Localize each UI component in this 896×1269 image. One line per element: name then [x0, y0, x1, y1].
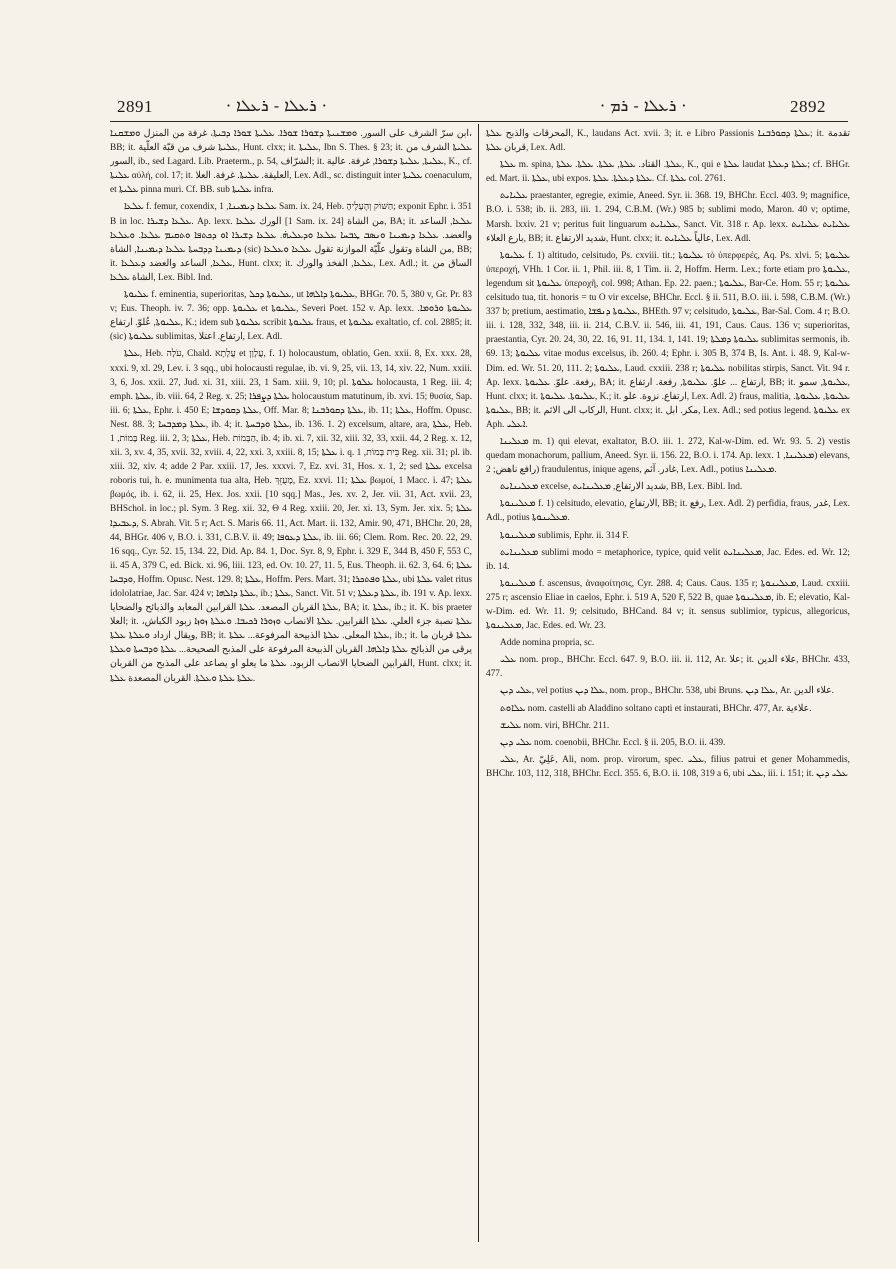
- column-divider: [478, 124, 479, 1242]
- dictionary-entry: ܥܠܝ ܕܝܢ, vel potius ܥܠܐ ܕܝܢ, nom. prop., BHChr. 538, ubi Bruns. ܥܠܐ ܕܝܢ, Ar. علاء الدين.: [500, 686, 834, 697]
- dictionary-entry: Adde nomina propria, sc.: [500, 638, 595, 649]
- dictionary-entry: ܡܥܠܝܢܘܬܐ sublimis, Ephr. ii. 314 F.: [500, 530, 629, 541]
- dictionary-entry: ܡܥܠܝܢܐܝܬ sublimi modo = metaphorice, typice, quid velit ܡܥܠܝܢܐܝܬ, Jac. Edes. ed. Wr. 12; ib. 14.: [486, 547, 850, 572]
- dictionary-entry: ܡܥܠܝܢܘܬܐ f. 1) celsitudo, elevatio, الارتفاع, BB; it. رفع, Lex. Adl. 2) perfidia, fraus, غدر, Lex. Adl., potius ܡܥܠܝܢܘܬܐ.: [486, 499, 850, 524]
- running-head-left: · ܪܥܠܐ - ܪܥܠܐ ·: [226, 96, 327, 115]
- dictionary-entry: ܡܥܠܝܢܐܝܬ excelse, شديد الارتفاع, ܡܥܠܝܢܐܝܬ, BB, Lex. Bibl. Ind.: [500, 482, 743, 493]
- running-head-right: · ܪܥܠܐ - ܪܡ ·: [600, 96, 687, 115]
- right-column: [486, 127, 850, 1242]
- dictionary-entry: ܡܥܠܝܢܘܬܐ f. ascensus, ἀναφοίτησις, Cyr. 288. 4; Caus. Caus. 135 r; ܡܥܠܝܢܘܬܐ, Laud. cxxiii. 275 r; ascensio Eliae in caelos, Ephr. i. 519 A, 520 F, 522 B, quae ܡܥܠܝܢܘܬܐ, ib. E; elevatio, Kal-w-Dim. ed. Wr. 11. 9; celsitudo, BHCand. 84 v; it. sensus sublimior, typicus, allegoricus, ܡܥܠܝܢܘܬܐ, Jac. Edes. ed. Wr. 23.: [486, 578, 850, 632]
- dictionary-entry: ܥܠܐܘܬ nom. castelli ab Aladdino soltano capti et instaurati, BHChr. 477, Ar. علاءية.: [500, 703, 812, 714]
- dictionary-entry: ܥܠܝܐܝܬ praestanter, egregie, eximie, Aneed. Syr. ii. 368. 19, BHChr. Eccl. 403. 9; magnifice, B.O. i. 538; ib. ii. 283, iii. 1. 294, C.B.M. (Wr.) 985 b; sublimi modo, Maron. 40 v; optime, Marsh. lxxiv. 21 v; peritus fuit linguarum ܥܠܝܐܝܬ, Sanct. Vit. 318 r. Ap. lexx. ܥܠܝܐܝܬ ܥܠܝܐܝܬ بارع العلاء, BB; it. شديد الارتفاع, Hunt. clxx; it. عالياً ܥܠܝܐܝܬ, Lex. Adl.: [486, 191, 850, 244]
- dictionary-entry: ܥܠܝܘܬܐ f. eminentia, superioritas, ܥܠܝܘܬܐ ܕܟܠ, ut ܥܠܝܘܬܐ ܕܐܠܗܐ, BHGr. 70. 5, 380 v, Gr. Pr. 83 v; Eus. Theoph. iv. 7. 36; opp. ܥܠܝܘܬܐ et ܥܠܝܘܬܐ, Severi Poet. 152 v. Ap. lexx. ܥܠܝܘܬܐ ܘܪܘܡܐ. ܥܠܝܘܬܐ, عُلوّ. ارتفاع, K.; idem sub ܥܠܝܘܬܐ scribit ܥܠܝܘܬܐ fraus, et ܥܠܝܘܬܐ exaltatio, cf. col. 2885; it. (sic) ܥܠܝܘܬܐ sublimitas, ارتفاع. اعتلا, Lex. Adl.: [110, 290, 472, 343]
- dictionary-entry: المحرقات والذبح ܥܠܬܐ, K., laudans Act. xvii. 3; it. e Libro Passionis ܥܠܬܐ ܕܩܘܪܒܢܐ; it. تقدمة قربان ܥܠܬܐ, Lex. Adl.: [486, 129, 850, 154]
- dictionary-entry: ܥܠܬܐ m. spina, ܥܠܬܐ. القتاد. ܥܠܬܐ, ܥܠܬܐ. ܥܠܬܐ. ܥܠܬܐ, K., qui e ܥܠܬܐ laudat ܥܠܬܐ ܕܥܠܬܐ; cf. BHGr. ed. Mart. ii. ܥܠܬܐ, ubi expos. ܥܠܬܐ ܕܥܠܬܐ. ܥܠܬܐ. Cf. ܥܠܬܐ col. 2761.: [486, 160, 850, 185]
- dictionary-entry: ܥܠܬܐ, Heb. עֹלָה, Chald. עֲלָתָא et עֲלָוָן, f. 1) holocaustum, oblatio, Gen. xxii. 8, Ex. xxx. 28, xxxi. 9, xl. 29, Lev. i. 3 sqq., ubi holocausti regulae, ib. vi. 9, 25, vii. 13, 14, xiv. 22, Num. xxiii. 3, 6, Jos. xxii. 27, Jud. xi. 31, xiii. 23, 1 Sam. xiii. 9, 10; pl. ܥܠܘܬܐ holocausta, 1 Reg. iii. 4; emph. ܥܠܬܐ, ib. viii. 64, 2 Reg. x. 25; ܥܠܬܐ ܕܨܦܪܐ holocaustum matutinum, ib. xvi. 15; θυσία, Sap. iii. 6; ܥܠܬܐ, Ephr. i. 450 E; ܥܠܬܐ ܕܩܘܕܫܐ, Off. Mar. 8; ܥܠܬܐ ܕܩܘܪܒܢܐ, ib. 11; ܥܠܬܐ, Hoffm. Opusc. Nest. 88. 3; ܥܠܬܐ ܕܡܕܒܚܐ, ib. 4; it. ܥܠܬܐ ܘܕܒܚܬܐ, ib. 136. 1. 2) excelsum, altare, ara, ܥܠܬܐ, Heb. בָּמוֹת, 1 Reg. iii. 2, 3; ܥܠܬܐ, Heb. הַבְּמוֹת, ib. 4; ib. xi. 7, xii. 32, xiii. 32, 33, xxii. 44, 2 Reg. x. 12, xii. 3, xv. 4, 35, xvii. 32, xviii. 4, 22, xxi. 3, xxiii. 8, 15; ܥܠܬܐ i. q. בֵּית בָּמוֹת, 1 Reg. xii. 31; pl. ib. xiii. 32, xiv. 4; adde 2 Par. xxiii. 17, Jes. xxxvi. 7, Ez. xvi. 31, Hos. x. 1, 2; sed ܥܠܬܐ excelsa roboris tui, h. e. munimenta tua alta, Heb. מָעֻזֵּךְ, Ez. xxvi. 11; ܥܠܬܐ βωμοί, 1 Macc. i. 47; ܥܠܬܐ βωμός, ib. i. 62, ii. 25, Hex. Jos. xxii. [10 sqq.] Mas., Jes. xv. 2, Jer. vii. 31, Act. xvii. 23, BHSchol. in loc.; pl. Sym. 3 Reg. xii. 32, Θ 4 Reg. xxiii. 20, Jer. xi. 13, Sym. Jer. xix. 5; ܥܠܬܐ ܕܥܒܝܕܐ, S. Abrah. Vit. 5 r; Act. S. Maris 66. 11, Act. Mart. ii. 132, Amir. 90, 471, BHChr. 20, 28, 44, BHGr. 406 v, B.O. i. 331, C.B.V. ii. 49; ܥܠܬܐ ܕܥܘܦܐ, ib. iii. 66; Clem. Rom. Rec. 20. 22, 29. 16 sqq., Cyr. 52. 15, 134. 22, Did. Ap. 84. 1, Doc. Syr. 8, 9, Ephr. i. 329 E, 344 B, 450 F, 553 C, ii. 45 A, 379 C, ed. Bick. xi. 96, liii. 123, ed. Ov. 10. 27, 11. 5, Eus. Theoph. ii. 62. 3, 64. 6; ܥܠܬܐ ܘܕܒܚܐ, Hoffm. Opusc. Nest. 129. 8; ܥܠܬܐ, Hoffm. Pers. Mart. 31; ܥܠܬܐ ܘܦܬܟܪܐ, ubi ܥܠܬܐ valet ritus idololatriae, Jac. Sar. 424 v; ܥܠܬܐ ܕܐܠܗܐ, ib.; ܥܠܬܐ, Sanct. Vit. 51 v; ܥܠܬܐ ܕܥܠܬܐ, ib. 191 v. Ap. lexx. ܥܠܬܐ القربان المصعد. ܥܠܬܐ القرابين المعابد والذبائح والضحايا, BA; it. ܥܠܬܐ, ib.; it. K. bis praeter العلا; it. ܥܠܬܐ نصبة جزء العلي. ܥܠܬܐ القرابين. ܥܠܬܐ الانصاب ܘܙܘܪܐ ܪܟܝܒܐ. ܘܥܠܬܐ ܙܘܙܐ زبود الكباش، ويقال ازداد ܘܥܠܬܐ ܥܠܬܐ, BB; it. ܥܠܬܐ المعلى. ܥܠܬܐ الذبيحة المرفوعة... ܥܠܬܐ, ib.; it. ܥܠܬܐ قربان ما يرقى من الذبائح ܥܠܬܐ ܕܐܠܗܐ. القربان الذبيحة المرفوعة على المذبح الصحيحة... ܥܠܬܐ ܘܕܒܚܬܐ ܘܥܠܬܐ القرابين الضحايا الانصاب الزبود. ܥܠܬܐ ما يعلو او يصاعد على المذبح من القربان, Hunt. clxx; it. ܥܠܬܐ ܥܠܬܐ ܘܥܠܬܐ. القربان المصعدة ܥܠܬܐ.: [110, 349, 472, 684]
- page-number-left: 2891: [117, 97, 153, 116]
- dictionary-entry: ابن سرّ الشرف على السور. ܘܡܫܢܝܬܐ ܕܫܘܪܐ ܫܘܪܐ. ܥܠܝܬܐ ܫܘܪܐ ܕܒܝܬܐ، غرفة من المنزل ܘܡܫܩܢܐ، BB; it. ܥܠܝܬܐ شرف من قبّة العلّية, Hunt. clxx; it. ܥܠܝܬܐ, Ibn S. Thes. § 23; it. ܥܠܝܬܐ الشرف من السور, ib., sed Lagard. Lib. Praeterm., p. 54, الشرّاف; it. ܥܠܝܬܐ, ܥܠܝܬܐ ܕܫܘܪܐ, غرفة. عالية, K., cf. ܥܠܝܬܐ αὐλή, col. 17; it. العليقة. ܥܠܝܬܐ. غرفة. العلا, Lex. Adl., sc. distinguit inter ܥܠܝܬܐ coenaculum, et ܥܠܝܬܐ pinna muri. Cf. BB. sub ܥܠܝܬܐ infra.: [110, 129, 472, 196]
- dictionary-entry: ܥܠܝ ܕܝܢ nom. coenobii, BHChr. Eccl. § ii. 205, B.O. ii. 439.: [500, 737, 726, 748]
- dictionary-entry: ܥܠܝܘܬܐ f. 1) altitudo, celsitudo, Ps. cxviii. tit.; ܥܠܝܘܬܐ τὸ ὑπερφερές, Aq. Ps. xlvi. 5; ܥܠܝܘܬܐ ὑπεροχή, VHh. 1 Cor. ii. 1, Phil. iii. 8, 1 Tim. ii. 2, Hoffm. Herm. Lex.; forte etiam pro ܥܠܝܘܬܐ, legendum sit ܥܠܝܘܬܐ ὑπεροχῆ, col. 998; Athan. Ep. 22. paen.; ܥܠܝܘܬܐ, Bar-Ce. Hom. 55 r; ܥܠܝܘܬܐ celsitudo tua, tit. honoris = tu O vir excelse, BHChr. Eccl. § ii. 511, B.O. iii. i. 598, C.B.M. (Wr.) 337 b; pretium, aestimatio, ܥܠܝܘܬܐ ܕܢܦܫܐ, BHEth. 97 v; celsitudo, ܥܠܝܘܬܐ, Bar-Sal. Com. 4 r; B.O. iii. i. 128, 332, 348, iii. ii. 214, C.B.V. ii. 546, iii. 41, 191, Caus. Caus. 136 v; superioritas, praestantia, Cyr. 20. 24, 30, 22. 16, 91. 11, 134. 1, 141. 19; ܥܠܝܘܬܐ ܕܡܠܬܐ sublimitas sermonis, ib. 69. 13; ܥܠܝܘܬܐ vitae modus excelsus, ib. 260. 4; Ephr. i. 305 B, 374 B, Is. Ant. i. 48. 9, Kal-w-Dim. ed. Wr. 51. 20, 111. 2; ܥܠܝܘܬܐ, Laud. cxxiii. 238 r; ܥܠܝܘܬܐ nobilitas stirpis, Sanct. Vit. 94 r. Ap. lexx. رفعة. علوّ. ܥܠܝܘܬܐ, BA; it. ارتفاع ... علوّ. ܥܠܝܘܬܐ, رفعة. ارتفاع, BB; it. ܥܠܝܘܬܐ, سمو, Hunt. clxx; it. ܥܠܝܘܬܐ. ܥܠܝܘܬܐ, K.; it. ارتفاع. نزوة. علو, Lex. Adl. 2) fraus, malitia, ܥܠܝܘܬܐ, ܥܠܝܘܬܐ. ܥܠܝܘܬܐ, BB; it. الركاب الى الاثم, Hunt. clxx; it. مكر. ابل, Lex. Adl.; sed potius legend. ܥܠܝܘܬܐ ex Aph. ܐܥܠܝ.: [486, 250, 850, 430]
- dictionary-entry: ܥܠܝ, Ar. عَلِيّ, Ali, nom. prop. virorum, spec. ܥܠܝ, filius patrui et gener Mohammedis, BHChr. 103, 112, 318, BHChr. Eccl. 355. 6, B.O. ii. 108, 319 a 6, ubi ܥܠܝ, iii. i. 151; it. ܥܠܝ ܕܝܢ: [486, 754, 850, 779]
- page-number-right: 2892: [790, 97, 826, 116]
- left-column: [110, 127, 472, 1242]
- page-header: [0, 0, 896, 120]
- header-rule: [110, 121, 848, 122]
- dictionary-entry: ܡܥܠܝܢܐ m. 1) qui elevat, exaltator, B.O. iii. 1. 272, Kal-w-Dim. ed. Wr. 93. 5. 2) vestis quedam monachorum, pallium, Aneed. Syr. ii. 156. 22, B.O. i. 174. Ap. lexx. ܡܥܠܝܢܐ, 1) elevans, رافع ناهض; 2) fraudulentus, inique agens, غادر. آثم, Lex. Adl., potius ܡܥܠܝܢܐ.: [486, 436, 850, 476]
- dictionary-entry: ܥܠܝܫ nom. viri, BHChr. 211.: [500, 720, 610, 731]
- dictionary-entry: ܥܠܥܐ f. femur, coxendix, ܥܠܥܐ ܕܝܡܝܢܐ, 1 Sam. ix. 24, Heb. הַשּׁוֹק וְהֶעָלֶיהָ; exponit Ephr. i. 351 B in loc. ܥܠܥܐ ܕܫܝܪܐ. Ap. lexx. الورك ܥܠܥܐ [1 Sam. ix. 24] من الشاة, BA; it. ܥܠܥܐ, الساعد والعضد. ܥܠܥܐ ܕܝܡܝܢܐ ܘܢܣܒ ܛܒܚܐ ܥܠܥܐ ܘܕܥܠܝܗ̇. ܥܠܥܐ ܕܫܝܪܐ ܐܘ ܕܟܬܦܐ ܘܬܩܝܡ ܥܠܥܐ. ܘܥܠܥܐ ܕܝܡܝܢܐ ܕܕܒܚܬܐ ܥܠܥܐ ܕܝܡܝܢܐ, الشاة (sic) من الشاة وتقول علّيّة الموازنة تقول ܥܠܥܐ ܘܥܠܥܐ, BB; it. ܥܠܥܐ, الساعد والعضد ܕܥܠܥܐ, Hunt. clxx; it. ܥܠܥܐ, الفخذ والورك, Lex. Adl.; it. الساق من الشاة ܥܠܥܐ, Lex. Bibl. Ind.: [110, 202, 472, 283]
- dictionary-entry: ܥܠܝ nom. prop., BHChr. Eccl. 647. 9, B.O. iii. ii. 112, Ar. علا; it. علاء الدين, BHChr. 433, 477.: [486, 655, 850, 680]
